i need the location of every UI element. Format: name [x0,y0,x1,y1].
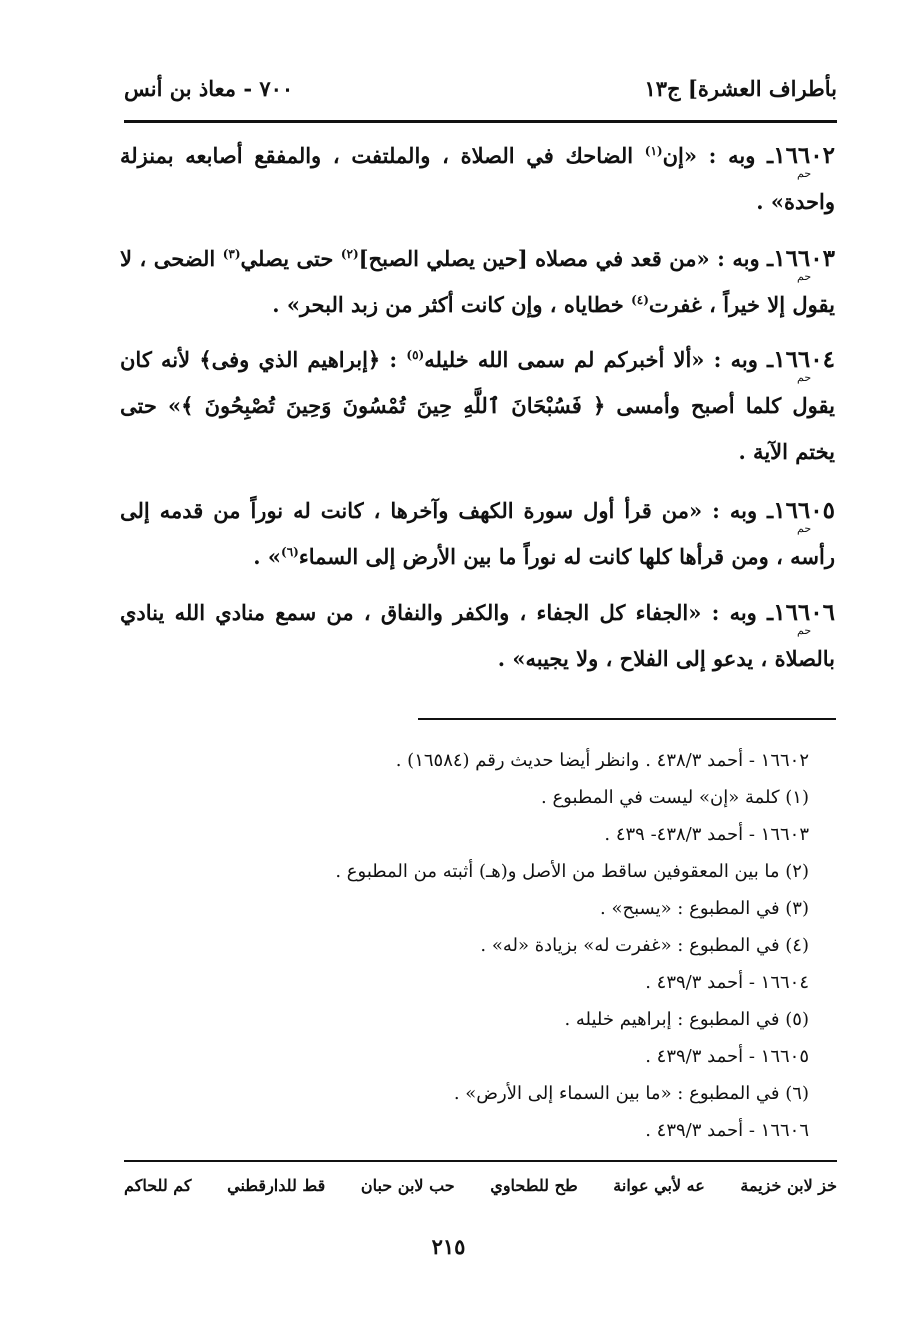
footnote-ref: (٢) [340,247,359,261]
hadith-text: ـ وبه : «من قعد في مصلاه [حين يصلي الصبح] [358,246,774,271]
hadith-number-text: ١٦٦٠٦ [773,599,835,626]
source-marker: حم [797,624,812,637]
hadith-text: : ﴿إبراهيم الذي وفى﴾ لأنه كان يقول كلما أصبح وأمسى ﴿ فَسُبْحَانَ ٱللَّهِ حِينَ تُمْسُونَ وَحِينَ تُصْبِحُونَ ﴾» حتى يختم الآية . [120,347,835,464]
source-marker: حم [797,522,812,535]
hadith-text: ـ وبه : «إن [662,143,774,168]
hadith-number [773,497,835,535]
footnote-line: (١) كلمة «إن» ليست في المطبوع . [541,787,809,808]
hadith-text: الضحى ، لا يقول إلا خيراً ، غفرت [120,246,835,317]
hadith-text: ـ وبه : «من قرأ أول سورة الكهف وآخرها ، كانت له نوراً من قدمه إلى رأسه ، ومن قرأها كلها كانت له نوراً ما بين الأرض إلى السماء [120,498,835,569]
hadith-number [773,142,835,180]
hadith-number-text: ١٦٦٠٢ [773,142,835,169]
hadith-number [773,346,835,384]
header-rule [124,120,837,123]
hadith-text: » . [253,544,282,569]
footnote-line: (٣) في المطبوع : «يسبح» . [600,898,809,919]
abbreviation-item: كم للحاكم [124,1176,192,1195]
hadith-number-text: ١٦٦٠٤ [773,346,835,373]
hadith-text: خطاياه ، وإن كانت أكثر من زبد البحر» . [272,292,632,317]
abbreviation-item: حب لابن حبان [360,1176,455,1195]
footnote-line: ١٦٦٠٢ - أحمد ٤٣٨/٣ . وانظر أيضا حديث رقم (١٦٥٨٤) . [395,750,809,771]
abbreviation-item: خز لابن خزيمة [740,1176,837,1195]
hadith-number [773,245,835,283]
source-marker: حم [797,371,812,384]
footnote-rule [418,718,836,720]
footnote-line: ١٦٦٠٦ - أحمد ٤٣٩/٣ . [645,1120,809,1141]
hadith-text: حتى يصلي [240,246,341,271]
footnote-ref: (٣) [222,247,241,261]
hadith-16604 [120,337,835,475]
header-section: ٧٠٠ - معاذ بن أنس [124,75,294,101]
footnotes [300,742,809,1149]
abbreviation-key [124,1176,837,1195]
hadith-text: الضاحك في الصلاة ، والملتفت ، والمفقع أصابعه بمنزلة واحدة» . [120,143,835,214]
running-header [124,68,837,108]
footnote-line: ١٦٦٠٣ - أحمد ٤٣٨/٣- ٤٣٩ . [604,824,809,845]
hadith-16605 [120,488,835,580]
footnote-line: ١٦٦٠٥ - أحمد ٤٣٩/٣ . [645,1046,809,1067]
hadith-number [773,599,835,637]
footnote-line: (٤) في المطبوع : «غفرت له» بزيادة «له» . [480,935,809,956]
hadith-text: ـ وبه : «ألا أخبركم لم سمى الله خليله [424,347,774,372]
hadith-number-text: ١٦٦٠٣ [773,245,835,272]
page-number: ٢١٥ [431,1234,466,1259]
footnote-line: (٢) ما بين المعقوفين ساقط من الأصل و(هـ) أثبته من المطبوع . [335,861,809,882]
footnote-ref: (٦) [281,545,299,559]
header-book-title: بأطراف العشرة] ج١٣ [644,75,837,101]
footnote-ref: (٤) [631,293,649,307]
abbreviation-item: طح للطحاوي [490,1176,578,1195]
footnote-line: ١٦٦٠٤ - أحمد ٤٣٩/٣ . [645,972,809,993]
footnote-line: (٥) في المطبوع : إبراهيم خليله . [564,1009,809,1030]
abbreviation-rule [124,1160,837,1162]
hadith-number-text: ١٦٦٠٥ [773,497,835,524]
footnote-ref: (١) [644,144,663,158]
abbreviation-item: قط للدارقطني [227,1176,326,1195]
hadith-16603 [120,236,835,328]
hadith-16602 [120,133,835,225]
abbreviation-item: عه لأبي عوانة [613,1176,705,1195]
footnote-line: (٦) في المطبوع : «ما بين السماء إلى الأرض» . [453,1083,809,1104]
hadith-16606 [120,590,835,682]
source-marker: حم [797,270,812,283]
hadith-text: ـ وبه : «الجفاء كل الجفاء ، والكفر والنفاق ، من سمع منادي الله ينادي بالصلاة ، يدعو إلى الفلاح ، ولا يجيبه» . [120,600,835,671]
source-marker: حم [797,167,812,180]
footnote-ref: (٥) [406,348,425,362]
